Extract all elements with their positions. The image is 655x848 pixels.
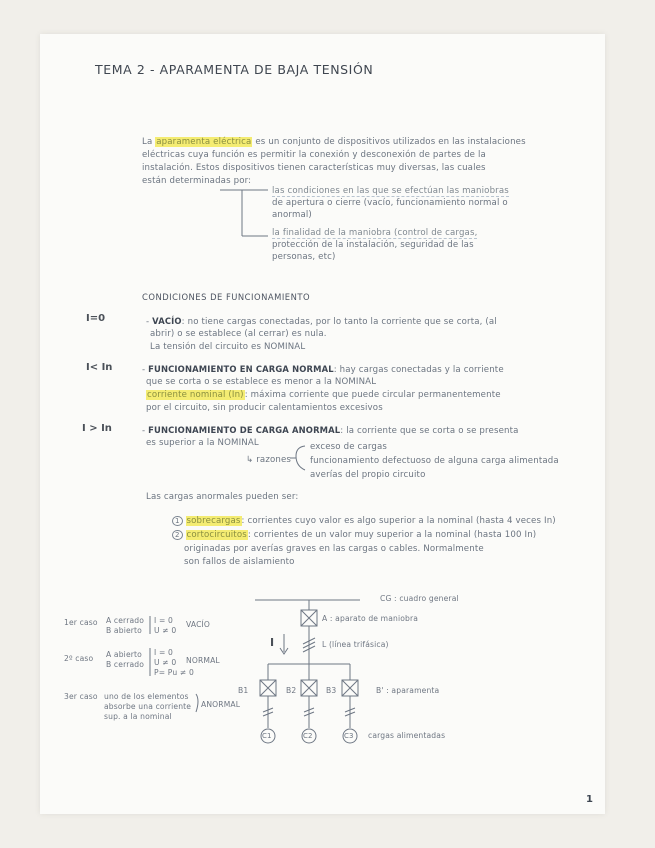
page-title: TEMA 2 - APARAMENTA DE BAJA TENSIÓN bbox=[95, 62, 374, 77]
condition-3-label: I > In bbox=[82, 423, 112, 434]
abnormal-item-2-text: : corrientes de un valor muy superior a la nominal (hasta 100 In) bbox=[247, 530, 537, 540]
case-3-line-2: absorbe una corriente bbox=[104, 702, 192, 711]
condition-3-line-2: es superior a la NOMINAL bbox=[146, 438, 259, 448]
case-2-v3: P= Pu ≠ 0 bbox=[154, 668, 194, 677]
case-1-v1: I = 0 bbox=[154, 616, 174, 625]
condition-1-line-2: abrir) o se establece (al cerrar) es nula. bbox=[150, 329, 327, 339]
case-2-result: NORMAL bbox=[186, 656, 220, 665]
abnormal-item-2-line-2: originadas por averías graves en las cargas o cables. Normalmente bbox=[184, 544, 484, 554]
abnormal-item-2-line-3: son fallos de aislamiento bbox=[184, 557, 295, 567]
condition-2-label: I< In bbox=[86, 362, 113, 373]
circle-number-1: 1 bbox=[172, 516, 183, 526]
abnormal-item-1-text: : corrientes cuyo valor es algo superior a la nominal (hasta 4 veces In) bbox=[241, 516, 556, 526]
reason-3: averías del propio circuito bbox=[310, 470, 426, 480]
abnormal-intro: Las cargas anormales pueden ser: bbox=[146, 492, 299, 502]
condition-1-label: I=0 bbox=[86, 313, 106, 324]
case-2-v1: I = 0 bbox=[154, 648, 174, 657]
reason-2: funcionamiento defectuoso de alguna carga alimentada bbox=[310, 456, 559, 466]
section-heading: CONDICIONES DE FUNCIONAMIENTO bbox=[142, 292, 311, 302]
bracket-2-line-2: protección de la instalación, seguridad de las bbox=[272, 240, 474, 250]
condition-1-line-3: La tensión del circuito es NOMINAL bbox=[150, 342, 306, 352]
case-3-line-3: sup. a la nominal bbox=[104, 712, 172, 721]
razones-label: ↳ razones bbox=[246, 455, 292, 465]
case-2-b: B cerrado bbox=[106, 660, 145, 669]
case-3-title: 3er caso bbox=[64, 692, 98, 701]
page-number: 1 bbox=[586, 794, 593, 805]
case-3-line-1: uno de los elementos bbox=[104, 692, 189, 701]
case-2-v2: U ≠ 0 bbox=[154, 658, 177, 667]
underlined-text: la finalidad de la maniobra (control de cargas, bbox=[272, 228, 478, 238]
case-2-title: 2º caso bbox=[64, 654, 94, 663]
intro-line-4: están determinadas por: bbox=[142, 176, 252, 186]
condition-3-heading: FUNCIONAMIENTO DE CARGA ANORMAL bbox=[148, 425, 341, 435]
condition-1-line-1: - VACÍO: no tiene cargas conectadas, por lo tanto la corriente que se corta, (al bbox=[146, 316, 497, 327]
label-c2: C2 bbox=[303, 732, 313, 740]
intro-line-3: instalación. Estos dispositivos tienen características muy diversas, las cuales bbox=[142, 163, 486, 173]
case-1-result: VACÍO bbox=[186, 620, 211, 629]
intro-line-2: eléctricas cuya función es permitir la conexión y desconexión de partes de la bbox=[142, 150, 486, 160]
bracket-1-line-3: anormal) bbox=[272, 210, 312, 220]
intro-text: es un conjunto de dispositivos utilizados en las instalaciones bbox=[255, 137, 526, 147]
intro-word: La bbox=[142, 137, 153, 147]
label-b3: B3 bbox=[326, 686, 337, 695]
label-b1: B1 bbox=[238, 686, 249, 695]
label-cargas: cargas alimentadas bbox=[368, 731, 446, 740]
label-l: L (línea trifásica) bbox=[322, 640, 389, 649]
label-a: A : aparato de maniobra bbox=[322, 614, 419, 623]
highlight-cortocircuitos: cortocircuitos bbox=[186, 530, 247, 540]
label-c3: C3 bbox=[344, 732, 354, 740]
current-i-label: I bbox=[270, 636, 275, 649]
bracket-1-line-2: de apertura o cierre (vacío, funcionamiento normal o bbox=[272, 198, 508, 208]
underlined-text: las condiciones en las que se efectúan las maniobras bbox=[272, 186, 509, 196]
case-2-a: A abierto bbox=[106, 650, 142, 659]
highlight-aparamenta: aparamenta eléctrica bbox=[156, 137, 252, 147]
highlight-corriente-nominal: corriente nominal (In) bbox=[147, 390, 244, 400]
label-c1: C1 bbox=[262, 732, 272, 740]
label-bprime: B' : aparamenta bbox=[376, 686, 440, 695]
condition-3-line-1: - FUNCIONAMIENTO DE CARGA ANORMAL: la corriente que se corta o se presenta bbox=[142, 425, 519, 436]
condition-2-definition: : máxima corriente que puede circular permanentemente bbox=[244, 390, 501, 400]
condition-2-text: : hay cargas conectadas y la corriente bbox=[333, 365, 504, 375]
condition-2-line-4: por el circuito, sin producir calentamientos excesivos bbox=[146, 403, 383, 413]
condition-1-text: : no tiene cargas conectadas, por lo tanto la corriente que se corta, (al bbox=[181, 317, 497, 327]
case-1-v2: U ≠ 0 bbox=[154, 626, 177, 635]
case-1-a: A cerrado bbox=[106, 616, 145, 625]
razones-text: razones bbox=[256, 455, 292, 465]
condition-2-line-1: - FUNCIONAMIENTO EN CARGA NORMAL: hay cargas conectadas y la corriente bbox=[142, 364, 504, 375]
case-1-b: B abierto bbox=[106, 626, 142, 635]
label-b2: B2 bbox=[286, 686, 297, 695]
bracket-2-line-3: personas, etc) bbox=[272, 252, 336, 262]
condition-2-line-2: que se corta o se establece es menor a la NOMINAL bbox=[146, 377, 377, 387]
circle-number-2: 2 bbox=[172, 530, 183, 540]
case-1-title: 1er caso bbox=[64, 618, 98, 627]
condition-3-text: : la corriente que se corta o se presenta bbox=[340, 426, 519, 436]
highlight-sobrecargas: sobrecargas bbox=[186, 516, 241, 526]
label-cg: CG : cuadro general bbox=[380, 594, 459, 603]
condition-2-heading: FUNCIONAMIENTO EN CARGA NORMAL bbox=[148, 364, 334, 374]
condition-1-heading: VACÍO bbox=[152, 316, 182, 326]
reason-1: exceso de cargas bbox=[310, 442, 387, 452]
case-3-result: ANORMAL bbox=[201, 700, 241, 709]
